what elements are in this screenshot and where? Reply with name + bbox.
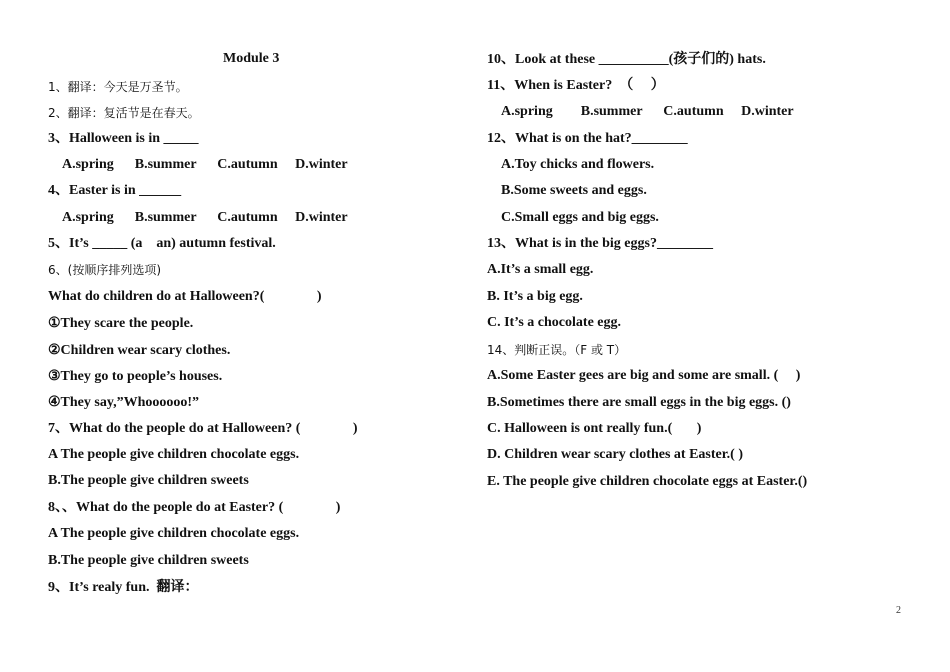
question-12-option-b: B.Some sweets and eggs. [501, 183, 647, 198]
question-12: 12、What is on the hat?________ [487, 131, 688, 146]
question-3: 3、Halloween is in _____ [48, 131, 199, 146]
page-title: Module 3 [223, 51, 280, 66]
question-13-option-b: B. It’s a big egg. [487, 289, 583, 304]
question-7: 7、What do the people do at Halloween? ( ) [48, 421, 358, 436]
question-13-option-c: C. It’s a chocolate egg. [487, 315, 622, 330]
question-13: 13、What is in the big eggs?________ [487, 236, 713, 251]
question-14-item-e: E. The people give children chocolate eggs at Easter.() [487, 474, 808, 489]
question-7-option-b: B.The people give children sweets [48, 473, 249, 488]
question-5: 5、It’s _____ (a an) autumn festival. [48, 236, 276, 251]
question-7-option-a: A The people give children chocolate eggs. [48, 447, 300, 462]
question-11-options: A.spring B.summer C.autumn D.winter [501, 104, 794, 119]
question-11: 11、When is Easter? （ ） [487, 78, 665, 93]
question-6-option-3: ③They go to people’s houses. [48, 369, 223, 384]
question-6-prompt: What do children do at Halloween?( ) [48, 289, 322, 304]
question-1: 1、翻译：今天是万圣节。 [48, 80, 188, 94]
question-14-item-c: C. Halloween is ont really fun.( ) [487, 421, 702, 436]
question-6: 6、(按顺序排列选项) [48, 263, 161, 277]
question-8-option-b: B.The people give children sweets [48, 553, 249, 568]
question-13-option-a: A.It’s a small egg. [487, 262, 594, 277]
question-9: 9、It’s realy fun. 翻译： [48, 580, 199, 595]
question-3-options: A.spring B.summer C.autumn D.winter [62, 157, 348, 172]
question-4-options: A.spring B.summer C.autumn D.winter [62, 210, 348, 225]
question-10: 10、Look at these __________(孩子们的) hats. [487, 52, 766, 67]
question-6-option-1: ①They scare the people. [48, 316, 194, 331]
question-12-option-a: A.Toy chicks and flowers. [501, 157, 655, 172]
question-8: 8、、What do the people do at Easter? ( ) [48, 500, 341, 515]
question-14-item-a: A.Some Easter gees are big and some are small. ( ) [487, 368, 801, 383]
question-14-item-b: B.Sometimes there are small eggs in the big eggs. () [487, 395, 791, 410]
question-14: 14、判断正误。（F 或 T） [487, 343, 627, 357]
question-6-option-2: ②Children wear scary clothes. [48, 343, 231, 358]
page-number: 2 [896, 605, 901, 616]
question-4: 4、Easter is in ______ [48, 183, 182, 198]
question-14-item-d: D. Children wear scary clothes at Easter.( ) [487, 447, 743, 462]
question-6-option-4: ④They say,”Whoooooo!” [48, 395, 200, 410]
question-8-option-a: A The people give children chocolate eggs. [48, 526, 300, 541]
question-12-option-c: C.Small eggs and big eggs. [501, 210, 659, 225]
question-2: 2、翻译：复活节是在春天。 [48, 106, 200, 120]
